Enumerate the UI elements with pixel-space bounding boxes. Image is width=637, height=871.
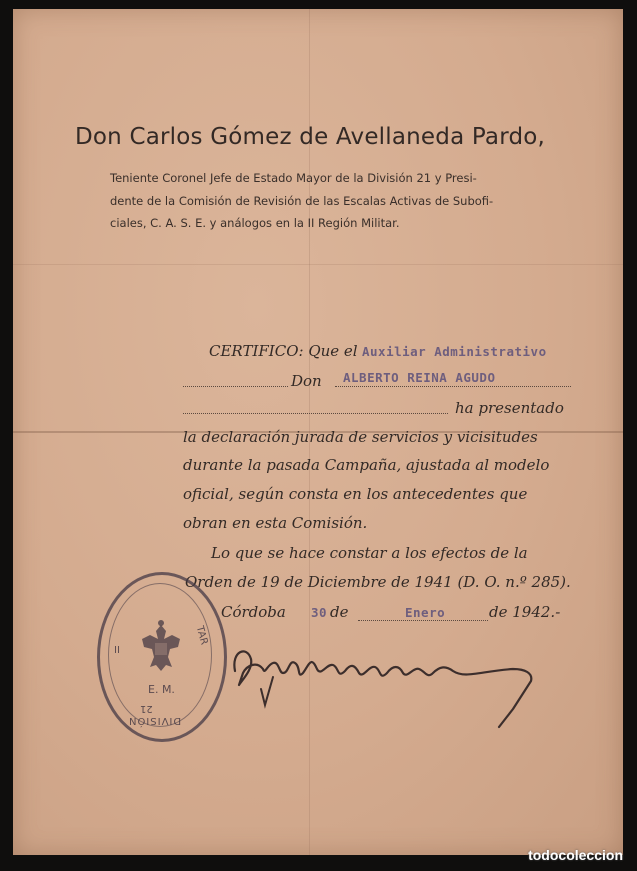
stamp-number: 21 (140, 703, 153, 714)
body-line: ha presentado (455, 399, 564, 417)
dotted-line (183, 386, 288, 387)
dotted-line (358, 620, 488, 621)
body-line: obran en esta Comisión. (183, 514, 368, 532)
fold-line-horizontal-upper (13, 264, 623, 265)
official-stamp (97, 572, 227, 742)
body-line: oficial, según consta en los antecedentes que (183, 485, 528, 503)
day-typed: 30 (311, 605, 328, 620)
document-paper (13, 9, 623, 855)
don-label: Don (291, 372, 322, 390)
de-label: de (330, 603, 349, 621)
body-line: la declaración jurada de servicios y vicisitudes (183, 428, 538, 446)
dotted-line (335, 386, 571, 387)
body-line: Lo que se hace constar a los efectos de la (211, 544, 528, 562)
document-title: Don Carlos Gómez de Avellaneda Pardo, (75, 124, 546, 150)
dotted-line (183, 413, 448, 414)
subtitle-line: ciales, C. A. S. E. y análogos en la II Región Militar. (110, 216, 400, 230)
place-label: Córdoba (221, 603, 286, 621)
stamp-bottom-text: DIVISIÓN (128, 715, 182, 726)
watermark-logo: todocoleccion (528, 847, 623, 863)
subtitle-line: dente de la Comisión de Revisión de las Escalas Activas de Subofi- (110, 193, 494, 208)
month-typed: Enero (405, 605, 446, 620)
certifico-label: CERTIFICO: Que el (209, 342, 358, 360)
body-line: durante la pasada Campaña, ajustada al modelo (183, 456, 550, 474)
body-line: Orden de 19 de Diciembre de 1941 (D. O. n.º 285). (185, 573, 571, 591)
rank-typed: Auxiliar Administrativo (362, 344, 547, 359)
year-label: de 1942.- (489, 603, 561, 621)
stamp-center-text: E. M. (148, 683, 175, 696)
eagle-emblem-icon (136, 617, 186, 675)
name-typed: ALBERTO REINA AGUDO (343, 370, 496, 385)
handwritten-signature (213, 629, 543, 729)
header-subtitle (110, 167, 594, 235)
stamp-arc-text: TAR (193, 624, 210, 647)
subtitle-line: Teniente Coronel Jefe de Estado Mayor de la División 21 y Presi- (110, 171, 477, 185)
stamp-top-text: II (114, 645, 120, 656)
